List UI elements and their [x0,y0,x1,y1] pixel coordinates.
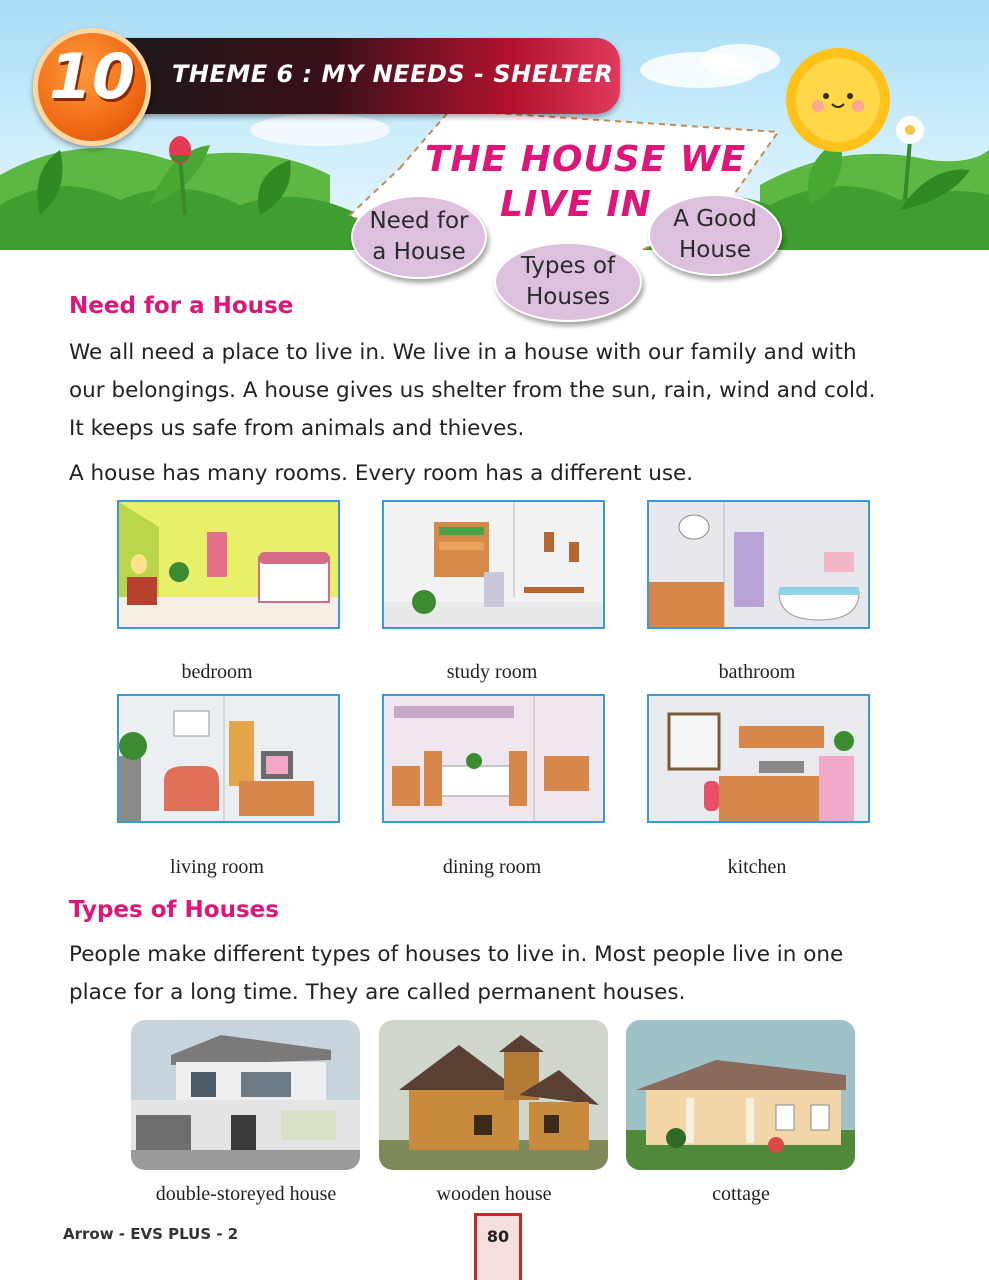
living-room-illustration [117,694,340,823]
caption-study-room: study room [446,661,538,683]
chapter-banner [0,0,989,250]
page-number: 80 [486,1227,510,1246]
topic-bubble-good-house: A Good House [648,194,782,276]
bedroom-illustration [117,500,340,629]
book-title: Arrow - EVS PLUS - 2 [63,1225,239,1243]
dining-room-illustration [382,694,605,823]
chapter-title-line1: THE HOUSE WE [425,139,747,180]
topic-bubble-types-of-houses: Types of Houses [494,242,642,322]
kitchen-illustration [647,694,870,823]
bathroom-illustration [647,500,870,629]
caption-bathroom: bathroom [718,661,796,683]
caption-wooden-house: wooden house [436,1183,552,1205]
page-number-box [474,1213,522,1280]
section-heading-types-of-houses: Types of Houses [69,897,279,923]
cottage-photo [626,1020,855,1170]
section-heading-need-for-house: Need for a House [69,293,294,319]
caption-bedroom: bedroom [181,661,253,683]
wooden-house-photo [379,1020,608,1170]
rooms-intro: A house has many rooms. Every room has a different use. [69,461,694,486]
caption-cottage: cottage [712,1183,770,1205]
caption-living-room: living room [170,856,264,878]
chapter-title-line2: LIVE IN [500,184,652,225]
sun-icon [786,48,890,152]
caption-dining-room: dining room [442,856,542,878]
caption-kitchen: kitchen [727,856,787,878]
chapter-number: 10 [48,40,136,113]
theme-title: THEME 6 : MY NEEDS - SHELTER [172,60,614,88]
double-storeyed-house-photo [131,1020,360,1170]
caption-double-storeyed-house: double-storeyed house [155,1183,337,1205]
section1-paragraph: We all need a place to live in. We live in a house with our family and with our belongings. A house gives us shelter from the sun, rain, wind and cold. It keeps us safe from animals and thieves. [69,340,876,441]
study-room-illustration [382,500,605,629]
topic-bubble-need-for-house: Need for a House [351,195,487,279]
section2-paragraph: People make different types of houses to live in. Most people live in one place for a long time. They are called permanent houses. [69,942,844,1005]
